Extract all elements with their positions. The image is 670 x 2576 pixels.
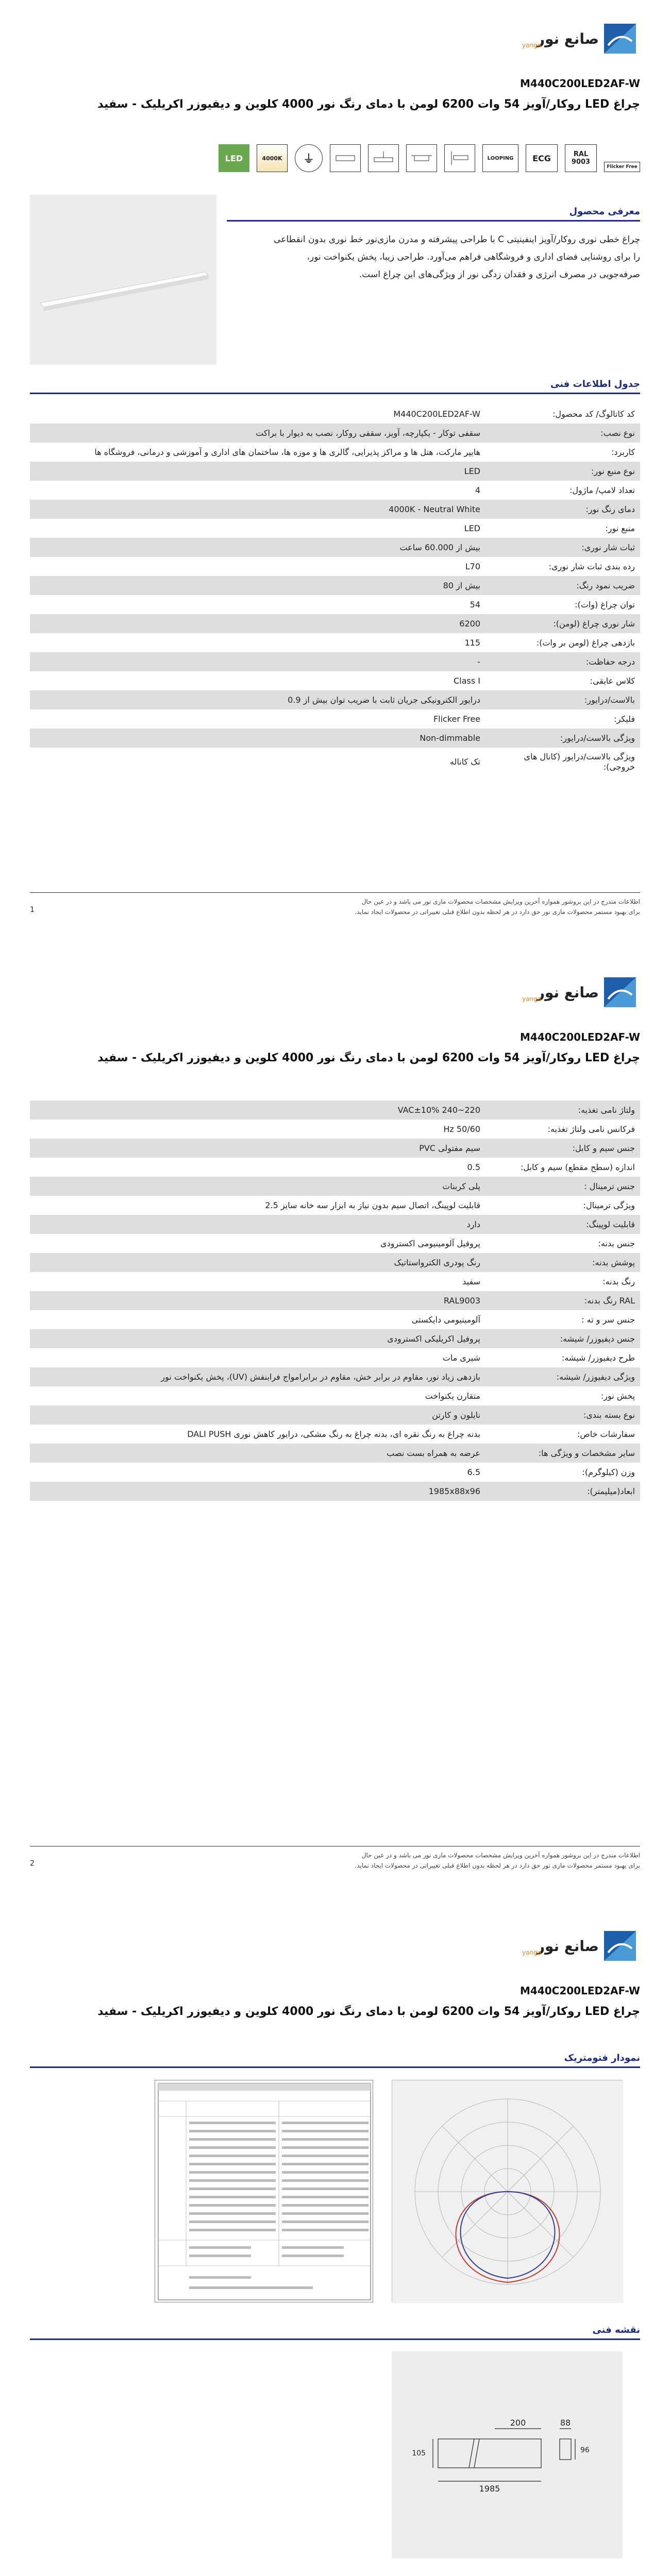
- spec-value: M440C200LED2AF-W: [393, 409, 480, 419]
- spec-label: تعداد لامپ/ ماژول:: [569, 485, 635, 495]
- spec-label: اندازه (سطح مقطع) سیم و کابل:: [521, 1162, 635, 1172]
- spec-row: [30, 614, 640, 633]
- spec-value: سفید: [462, 1276, 480, 1286]
- spec-value: آلومینیومی دایکستی: [411, 1314, 480, 1325]
- spec-label: ولتاژ نامی تغذیه:: [578, 1105, 635, 1115]
- footer-line: اطلاعات مندرج در این بروشور همواره آخرین ویرایش مشخصات محصولات مازی نور می باشد و در عین حال: [361, 1852, 640, 1859]
- spec-value: پروفیل اکریلیکی اکسترودی: [387, 1333, 480, 1344]
- spec-label: کد کاتالوگ/ کد محصول:: [552, 409, 635, 419]
- spec-value: بازدهی زیاد نور، مقاوم در برابر خش، مقاوم در برابرامواج فرابنفش (UV)، پخش یکنواخت نور: [161, 1371, 480, 1382]
- spec-value: LED: [464, 466, 480, 476]
- spec-row: [30, 1158, 640, 1177]
- spec-row: [30, 443, 640, 462]
- spec-label: رنگ بدنه:: [602, 1276, 635, 1286]
- spec-row: [30, 1386, 640, 1405]
- section-photometric-title: نمودار فتومتریک: [30, 2053, 640, 2068]
- spec-row: [30, 1139, 640, 1158]
- footer-line: اطلاعات مندرج در این بروشور همواره آخرین ویرایش مشخصات محصولات مازی نور می باشد و در عین حال: [361, 898, 640, 905]
- spec-label: جنس بدنه:: [598, 1238, 635, 1248]
- spec-table-2: [30, 1100, 640, 1501]
- section-tech-title: جدول اطلاعات فنی: [30, 379, 640, 394]
- spec-label: ضریب نمود رنگ:: [576, 580, 635, 590]
- spec-row: [30, 557, 640, 576]
- product-title: چراغ LED روکار/آویز 54 وات 6200 لومن با دمای رنگ نور 4000 کلوین و دیفیوزر اکریلیک - سفید: [97, 2005, 640, 2018]
- product-title: چراغ LED روکار/آویز 54 وات 6200 لومن با دمای رنگ نور 4000 کلوین و دیفیوزر اکریلیک - سفید: [97, 1052, 640, 1064]
- recessed-mount-icon: [406, 144, 437, 172]
- spec-value: بدنه چراغ به رنگ نقره ای، بدنه چراغ به رنگ مشکی، درایور کاهش نوری DALI PUSH: [187, 1429, 480, 1439]
- glare-evaluation-table-image: [155, 2080, 373, 2302]
- spec-label: درجه حفاظت:: [585, 656, 635, 667]
- spec-value: پروفیل آلومینیومی اکسترودی: [380, 1238, 480, 1248]
- led-icon: LED: [219, 144, 249, 172]
- spec-label: فلیکر:: [614, 714, 635, 724]
- svg-text:96: 96: [580, 2446, 590, 2454]
- spec-label: بالاست/درایور:: [584, 694, 635, 705]
- svg-text:88: 88: [560, 2418, 571, 2428]
- spec-label: ویژگی بالاست/درایور (کانال های خروجی):: [524, 752, 635, 772]
- spec-label: جنس ترمینال :: [584, 1181, 635, 1191]
- svg-text:صانع نور: صانع نور: [536, 1938, 599, 1955]
- page-number: 1: [30, 906, 35, 914]
- spec-row: [30, 538, 640, 557]
- spec-label: کلاس عایقی:: [590, 675, 635, 686]
- spec-row: [30, 1348, 640, 1367]
- spec-row: [30, 1291, 640, 1310]
- spec-value: 4000K - Neutral White: [389, 504, 480, 514]
- page-3: [0, 1907, 670, 2576]
- spec-value: نایلون و کارتن: [432, 1410, 480, 1420]
- spec-value: -: [477, 656, 480, 667]
- spec-label: ویژگی دیفیوزر/ شیشه:: [556, 1371, 635, 1382]
- spec-label: جنس سیم و کابل:: [572, 1143, 635, 1153]
- spec-value: دارد: [466, 1219, 480, 1229]
- spec-label: جنس سر و ته :: [581, 1314, 635, 1325]
- spec-value: 1985x88x96: [428, 1486, 480, 1496]
- spec-label: طرح دیفیوزر/ شیشه:: [561, 1352, 635, 1363]
- svg-text:yanga: yanga: [522, 1949, 541, 1956]
- spec-value: 50/60 Hz: [443, 1124, 480, 1134]
- spec-value: 115: [464, 637, 480, 648]
- spec-value: 54: [470, 599, 480, 609]
- footer-line: برای بهبود مستمر محصولات مازی نور حق دارد در هر لحظه بدون اطلاع قبلی تغییراتی در محصولات ایجاد نماید.: [355, 1862, 640, 1869]
- spec-row: [30, 519, 640, 538]
- section-intro-title: معرفی محصول: [227, 206, 640, 222]
- spec-row: [30, 1425, 640, 1444]
- product-code: M440C200LED2AF-W: [520, 1985, 640, 1997]
- spec-value: عرضه به همراه بست نصب: [387, 1448, 480, 1458]
- pendant-mount-icon: [368, 144, 399, 172]
- product-title: چراغ LED روکار/آویز 54 وات 6200 لومن با دمای رنگ نور 4000 کلوین و دیفیوزر اکریلیک - سفید: [97, 98, 640, 111]
- spec-row: [30, 633, 640, 652]
- spec-value: بیش از 60.000 ساعت: [399, 542, 480, 552]
- polar-distribution-image: [392, 2080, 623, 2302]
- spec-value: 4: [475, 485, 480, 495]
- spec-row: [30, 671, 640, 690]
- product-code: M440C200LED2AF-W: [520, 77, 640, 90]
- svg-text:200: 200: [510, 2418, 526, 2428]
- spec-row: [30, 595, 640, 614]
- spec-row: [30, 1405, 640, 1425]
- spec-label: جنس دیفیوزر/ شیشه:: [560, 1333, 635, 1344]
- surface-mount-icon: [330, 144, 361, 172]
- footer-rule: [30, 892, 640, 893]
- spec-value: Non-dimmable: [420, 733, 480, 743]
- flicker-free-icon: Flicker Free: [604, 162, 640, 172]
- spec-row: [30, 481, 640, 500]
- intro-line: را برای روشنایی فضای اداری و فروشگاهی فراهم می‌آورد. طراحی زیبا، پخش یکنواخت نور،: [307, 252, 640, 262]
- ecg-icon: ECG: [526, 144, 558, 172]
- page-2: [0, 954, 670, 1907]
- spec-value: LED: [464, 523, 480, 533]
- spec-label: پخش نور:: [600, 1391, 635, 1401]
- section-drawing-title: نقشه فنی: [30, 2325, 640, 2340]
- spec-label: سایر مشخصات و ویژگی ها:: [538, 1448, 635, 1458]
- spec-value: هایپر مارکت، هتل ها و مراکز پذیرایی، گالری ها و موزه ها، ساختمان های اداری و آموزشی و درمانی، فروشگاه ها: [94, 447, 480, 457]
- spec-label: پوشش بدنه:: [592, 1257, 635, 1267]
- spec-row: [30, 1177, 640, 1196]
- spec-row: [30, 1196, 640, 1215]
- spec-value: L70: [465, 561, 480, 571]
- spec-label: دمای رنگ نور:: [585, 504, 635, 514]
- intro-text: [238, 231, 640, 283]
- spec-label: ویژگی بالاست/درایور:: [560, 733, 635, 743]
- spec-label: نوع بسته بندی:: [583, 1410, 635, 1420]
- spec-label: کاربرد:: [611, 447, 635, 457]
- spec-row: [30, 652, 640, 671]
- spec-row: [30, 1120, 640, 1139]
- spec-value: 6200: [459, 618, 480, 629]
- svg-text:yanga: yanga: [522, 42, 541, 49]
- earth-icon: ⏚: [295, 144, 323, 172]
- spec-value: سیم مفتولی PVC: [419, 1143, 480, 1153]
- spec-label: فرکانس نامی ولتاژ تغذیه:: [547, 1124, 635, 1134]
- spec-value: قابلیت لوپینگ، اتصال سیم بدون نیاز به ابزار سه خانه سایز 2.5: [265, 1200, 480, 1210]
- spec-value: 220~240 VAC±10%: [397, 1105, 480, 1115]
- technical-drawing: [392, 2351, 623, 2558]
- svg-text:1985: 1985: [479, 2484, 500, 2494]
- spec-value: Flicker Free: [433, 714, 480, 724]
- spec-row: [30, 500, 640, 519]
- svg-text:صانع نور: صانع نور: [536, 984, 599, 1001]
- spec-row: [30, 462, 640, 481]
- footer-note: [30, 896, 640, 917]
- spec-value: RAL9003: [443, 1295, 480, 1306]
- spec-value: سقفی توکار - یکپارچه، آویز، سقفی روکار، نصب به دیوار با براکت: [256, 428, 480, 438]
- spec-table-1: [30, 404, 640, 776]
- spec-row: [30, 1272, 640, 1291]
- spec-value: رنگ پودری الکترواستاتیک: [394, 1257, 480, 1267]
- spec-label: ثبات شار نوری:: [581, 542, 635, 552]
- spec-value: شیری مات: [442, 1352, 480, 1363]
- spec-row: [30, 728, 640, 748]
- spec-row: [30, 1253, 640, 1272]
- spec-row: [30, 690, 640, 709]
- spec-row: [30, 709, 640, 728]
- spec-row: [30, 1482, 640, 1501]
- spec-label: ابعاد(میلیمتر):: [587, 1486, 635, 1496]
- spec-row: [30, 423, 640, 443]
- spec-row: [30, 1234, 640, 1253]
- ral-icon: RAL 9003: [565, 144, 597, 172]
- looping-icon: LOOPING: [482, 144, 518, 172]
- spec-label: بازدهی چراغ (لومن بر وات):: [536, 637, 635, 648]
- spec-label: توان چراغ (وات):: [575, 599, 635, 609]
- intro-line: صرفه‌جویی در مصرف انرژی و فقدان زدگی نور از ویژگی‌های این چراغ است.: [359, 269, 640, 280]
- footer-line: برای بهبود مستمر محصولات مازی نور حق دارد در هر لحظه بدون اطلاع قبلی تغییراتی در محصولات ایجاد نماید.: [355, 908, 640, 916]
- footer-note: [30, 1850, 640, 1871]
- brand-logo: [522, 1928, 640, 1964]
- spec-label: شار نوری چراغ (لومن):: [553, 618, 635, 629]
- spec-row: [30, 1215, 640, 1234]
- intro-line: چراغ خطی نوری روکار/آویز اینفینیتی C با طراحی پیشرفته و مدرن مازی‌نور خط نوری بدون انقطاعی: [274, 234, 640, 245]
- spec-row: [30, 404, 640, 423]
- spec-label: سفارشات خاص:: [577, 1429, 635, 1439]
- spec-row: [30, 748, 640, 776]
- spec-value: Class I: [454, 675, 480, 686]
- spec-label: نوع منبع نور:: [591, 466, 635, 476]
- spec-row: [30, 1329, 640, 1348]
- spec-label: قابلیت لوپینگ:: [586, 1219, 635, 1229]
- product-code: M440C200LED2AF-W: [520, 1031, 640, 1043]
- spec-row: [30, 1444, 640, 1463]
- spec-label: منبع نور:: [605, 523, 635, 533]
- page-number: 2: [30, 1859, 35, 1868]
- spec-value: تک کاناله: [449, 757, 480, 767]
- brand-logo: [522, 21, 640, 57]
- spec-value: پلی کربنات: [442, 1181, 480, 1191]
- spec-label: RAL رنگ بدنه:: [584, 1295, 635, 1306]
- svg-text:صانع نور: صانع نور: [536, 30, 599, 47]
- spec-value: بیش از 80: [443, 580, 480, 590]
- spec-row: [30, 1100, 640, 1120]
- spec-row: [30, 1310, 640, 1329]
- spec-value: درایور الکترونیکی جریان ثابت با ضریب توان بیش از 0.9: [288, 694, 480, 705]
- spec-row: [30, 576, 640, 595]
- spec-value: 0.5: [467, 1162, 480, 1172]
- wall-mount-icon: [444, 144, 475, 172]
- spec-label: وزن (کیلوگرم):: [582, 1467, 635, 1477]
- product-image: [30, 195, 216, 365]
- spec-label: ویژگی ترمینال:: [583, 1200, 635, 1210]
- spec-value: 6.5: [467, 1467, 480, 1477]
- page-1: [0, 0, 670, 954]
- color-temp-icon: 4000K: [257, 144, 288, 172]
- svg-text:105: 105: [412, 2449, 426, 2458]
- spec-row: [30, 1463, 640, 1482]
- spec-value: متقارن یکنواخت: [425, 1391, 480, 1401]
- feature-icons: [219, 144, 640, 172]
- brand-logo: [522, 974, 640, 1010]
- svg-text:yanga: yanga: [522, 995, 541, 1003]
- spec-label: نوع نصب:: [600, 428, 635, 438]
- spec-row: [30, 1367, 640, 1386]
- spec-label: رده بندی ثبات شار نوری:: [548, 561, 635, 571]
